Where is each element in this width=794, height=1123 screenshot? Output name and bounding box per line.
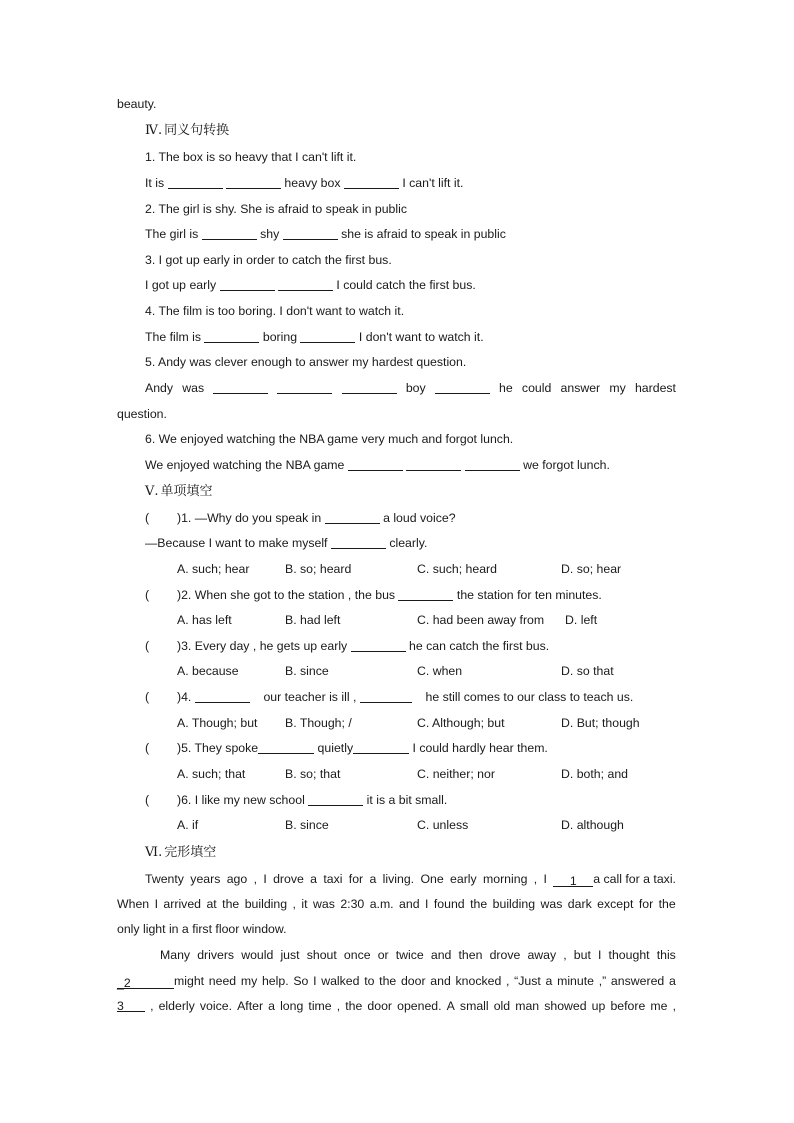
answer-blank — [308, 792, 363, 806]
s5-q1-option-a[interactable]: A. such; hear — [177, 562, 250, 576]
s5-q4-stem: ( )4. our teacher is ill , he still comes to our class to teach us. — [145, 690, 634, 704]
cloze-blank-1[interactable]: 1 — [553, 873, 593, 887]
answer-blank — [258, 740, 314, 754]
answer-blank[interactable] — [406, 457, 461, 471]
s5-q4-option-d[interactable]: D. But; though — [561, 716, 640, 730]
answer-blank[interactable] — [342, 380, 397, 394]
answer-blank[interactable] — [204, 329, 259, 343]
cloze-blank-2-group: _2 might — [117, 974, 205, 990]
s5-q6-option-c[interactable]: C. unless — [417, 818, 469, 832]
answer-blank — [398, 587, 453, 601]
s4-q1-answer-line: It is heavy box I can't lift it. — [145, 176, 464, 190]
answer-blank — [331, 535, 386, 549]
s5-q4-option-b[interactable]: B. Though; / — [285, 716, 352, 730]
s5-q6-option-d[interactable]: D. although — [561, 818, 624, 832]
s5-q3-option-d[interactable]: D. so that — [561, 664, 614, 678]
answer-paren[interactable]: ( — [145, 511, 150, 525]
cloze-p2-line3: 3 , elderly voice. After a long time , the door opened. A small old man showed up before me , — [117, 999, 676, 1013]
answer-blank[interactable] — [277, 380, 332, 394]
s4-q6: 6. We enjoyed watching the NBA game very much and forgot lunch. — [145, 432, 514, 446]
s4-q4: 4. The film is too boring. I don't want to watch it. — [145, 304, 405, 318]
s5-q4-option-a[interactable]: A. Though; but — [177, 716, 258, 730]
s5-q6-option-a[interactable]: A. if — [177, 818, 199, 832]
section-6-title: 完形填空 — [164, 844, 217, 859]
answer-blank — [351, 638, 406, 652]
answer-paren[interactable]: ( — [145, 690, 150, 704]
section-5-number: Ⅴ. — [145, 484, 159, 499]
answer-blank[interactable] — [202, 226, 257, 240]
answer-blank[interactable] — [300, 329, 355, 343]
answer-blank[interactable] — [465, 457, 520, 471]
s5-q1-option-b[interactable]: B. so; heard — [285, 562, 352, 576]
s4-q5-answer-line: Andy was boy he could answer my hardest — [145, 381, 676, 395]
s5-q5-option-d[interactable]: D. both; and — [561, 767, 628, 781]
answer-paren[interactable]: ( — [145, 741, 150, 755]
answer-blank[interactable] — [348, 457, 403, 471]
answer-blank — [195, 689, 250, 703]
answer-blank — [353, 740, 409, 754]
cloze-blank-1-group: 1 a call for a taxi. — [553, 871, 676, 887]
s5-q1-option-d[interactable]: D. so; hear — [561, 562, 622, 576]
cloze-blank-2[interactable]: _2 — [117, 975, 174, 989]
answer-blank — [360, 689, 412, 703]
answer-blank[interactable] — [344, 175, 399, 189]
section-4-number: Ⅳ. — [145, 123, 163, 138]
s5-q1-option-c[interactable]: C. such; heard — [417, 562, 497, 576]
s5-q2-option-a[interactable]: A. has left — [177, 613, 232, 627]
s4-q6-answer-line: We enjoyed watching the NBA game we forgot lunch. — [145, 458, 610, 472]
s5-q3-option-b[interactable]: B. since — [285, 664, 329, 678]
s5-q5-option-c[interactable]: C. neither; nor — [417, 767, 495, 781]
section-6-heading — [145, 844, 216, 861]
answer-paren[interactable]: ( — [145, 793, 150, 807]
cloze-p2-line1: Many drivers would just shout once or twice and then drove away , but I thought this — [160, 948, 676, 962]
answer-blank[interactable] — [220, 277, 275, 291]
s5-q6-stem: ( )6. I like my new school it is a bit small. — [145, 793, 448, 807]
cloze-p2-line2: _2 might need my help. So I walked to the door and knocked , “Just a minute ,” answered a — [117, 974, 676, 990]
s5-q2-option-b[interactable]: B. had left — [285, 613, 341, 627]
s4-q1: 1. The box is so heavy that I can't lift it. — [145, 150, 357, 164]
cloze-blank-3[interactable]: 3 — [117, 998, 145, 1012]
s4-q4-answer-line: The film is boring I don't want to watch it. — [145, 330, 484, 344]
s5-q3-stem: ( )3. Every day , he gets up early he can catch the first bus. — [145, 639, 550, 653]
section-5-heading — [145, 483, 213, 500]
s4-q3-answer-line: I got up early I could catch the first bus. — [145, 278, 476, 292]
s5-q4-option-c[interactable]: C. Although; but — [417, 716, 505, 730]
section-5-title: 单项填空 — [160, 483, 213, 498]
s5-q2-option-d[interactable]: D. left — [565, 613, 598, 627]
s5-q1-reply: —Because I want to make myself clearly. — [145, 536, 428, 550]
answer-blank[interactable] — [283, 226, 338, 240]
s4-q5-answer-tail: question. — [117, 407, 167, 421]
answer-paren[interactable]: ( — [145, 639, 150, 653]
s5-q6-option-b[interactable]: B. since — [285, 818, 329, 832]
s5-q5-option-b[interactable]: B. so; that — [285, 767, 341, 781]
cloze-p1-line2: When I arrived at the building , it was 2:30 a.m. and I found the building was dark except for the — [117, 897, 676, 911]
s5-q3-option-a[interactable]: A. because — [177, 664, 239, 678]
s4-q2-answer-line: The girl is shy she is afraid to speak in public — [145, 227, 506, 241]
s5-q2-option-c[interactable]: C. had been away from — [417, 613, 545, 627]
s4-q2: 2. The girl is shy. She is afraid to speak in public — [145, 202, 408, 216]
answer-blank[interactable] — [168, 175, 223, 189]
answer-blank[interactable] — [213, 380, 268, 394]
s5-q5-stem: ( )5. They spoke quietly I could hardly hear them. — [145, 741, 548, 755]
s5-q2-stem: ( )2. When she got to the station , the bus the station for ten minutes. — [145, 588, 602, 602]
section-4-title: 同义句转换 — [164, 122, 230, 137]
answer-blank[interactable] — [226, 175, 281, 189]
answer-paren[interactable]: ( — [145, 588, 150, 602]
cloze-p1-line1: Twenty years ago , I drove a taxi for a living. One early morning , I 1 a call for a taxi. — [145, 872, 676, 888]
answer-blank[interactable] — [435, 380, 490, 394]
s4-q5: 5. Andy was clever enough to answer my hardest question. — [145, 355, 467, 369]
continued-text: beauty. — [117, 97, 157, 111]
s5-q1-stem: ( )1. —Why do you speak in a loud voice? — [145, 511, 456, 525]
cloze-p1-line3: only light in a first floor window. — [117, 922, 287, 936]
s5-q5-option-a[interactable]: A. such; that — [177, 767, 246, 781]
section-6-number: Ⅵ. — [145, 845, 163, 860]
s5-q3-option-c[interactable]: C. when — [417, 664, 463, 678]
section-4-heading — [145, 122, 229, 139]
answer-blank[interactable] — [278, 277, 333, 291]
answer-blank — [325, 510, 380, 524]
s4-q3: 3. I got up early in order to catch the first bus. — [145, 253, 392, 267]
